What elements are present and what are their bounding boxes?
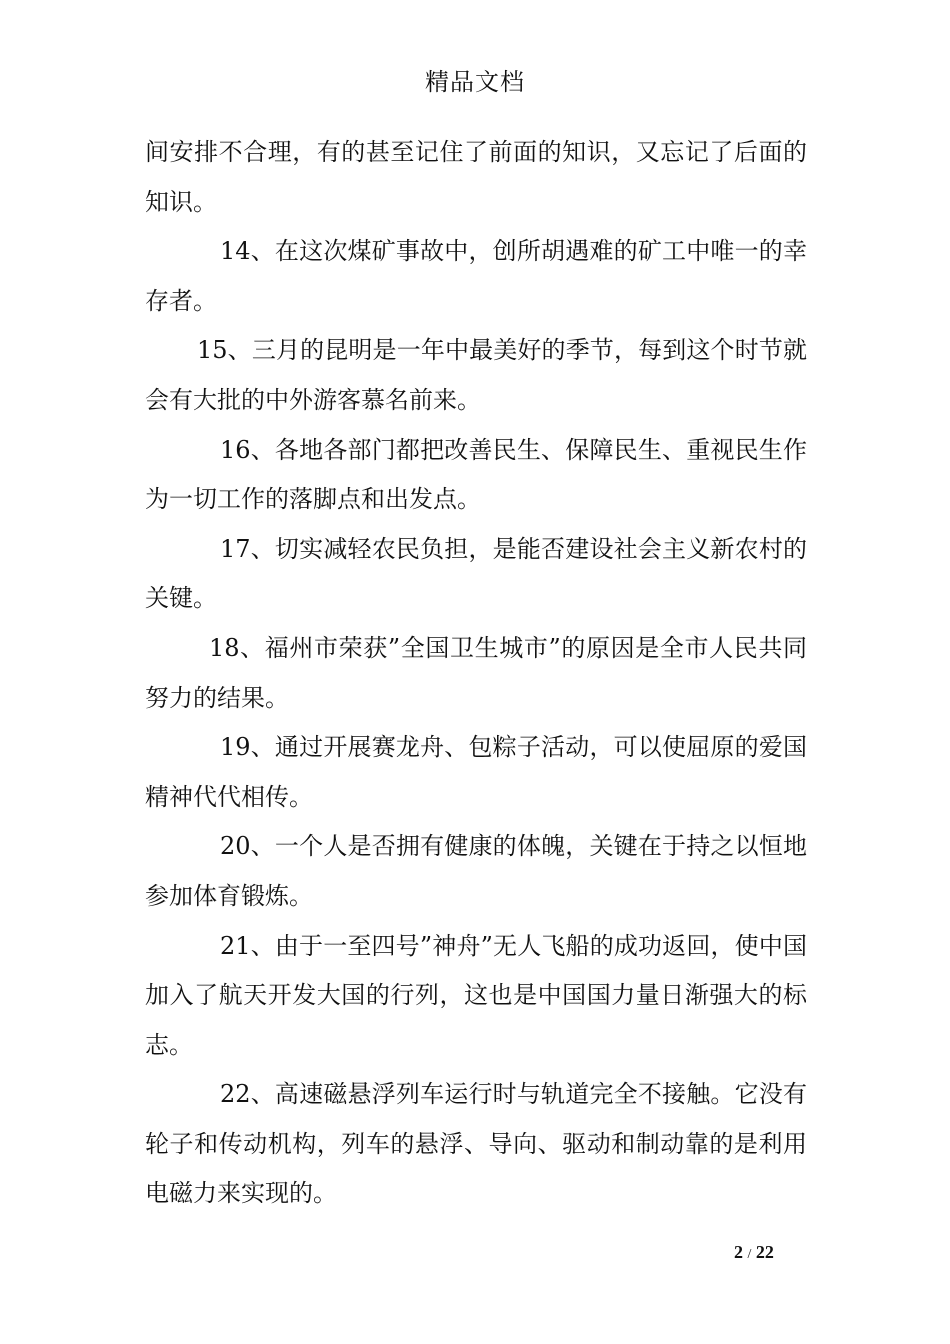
total-pages-number: 22	[755, 1242, 774, 1262]
paragraph-item-17: 17、切实减轻农民负担，是能否建设社会主义新农村的关键。	[145, 534, 807, 613]
paragraph-item-18: 18、福州市荣获”全国卫生城市”的原因是全市人民共同努力的结果。	[145, 633, 807, 712]
paragraph-item-15: 15、三月的昆明是一年中最美好的季节，每到这个时节就会有大批的中外游客慕名前来。	[145, 336, 807, 414]
current-page-number: 2	[734, 1242, 743, 1262]
page-number-separator: /	[747, 1247, 752, 1262]
paragraph-item-19: 19、通过开展赛龙舟、包粽子活动，可以使屈原的爱国精神代代相传。	[145, 733, 807, 811]
paragraph-continued: 间安排不合理，有的甚至记住了前面的知识，又忘记了后面的知识。	[145, 138, 807, 216]
paragraph-item-16: 16、各地各部门都把改善民生、保障民生、重视民生作为一切工作的落脚点和出发点。	[145, 435, 807, 514]
paragraph-item-22: 22、高速磁悬浮列车运行时与轨道完全不接触。它没有轮子和传动机构，列车的悬浮、导向、驱动和制动靠的是利用电磁力来实现的。	[145, 1080, 807, 1208]
page-number	[734, 1240, 774, 1267]
page-header-title: 精品文档	[425, 68, 525, 96]
document-body	[145, 128, 807, 1219]
paragraph-item-21: 21、由于一至四号”神舟”无人飞船的成功返回，使中国加入了航天开发大国的行列，这也是中国国力量日渐强大的标志。	[145, 931, 807, 1059]
paragraph-item-14: 14、在这次煤矿事故中，创所胡遇难的矿工中唯一的幸存者。	[145, 237, 807, 315]
paragraph-item-20: 20、一个人是否拥有健康的体魄，关键在于持之以恒地参加体育锻炼。	[145, 832, 807, 910]
